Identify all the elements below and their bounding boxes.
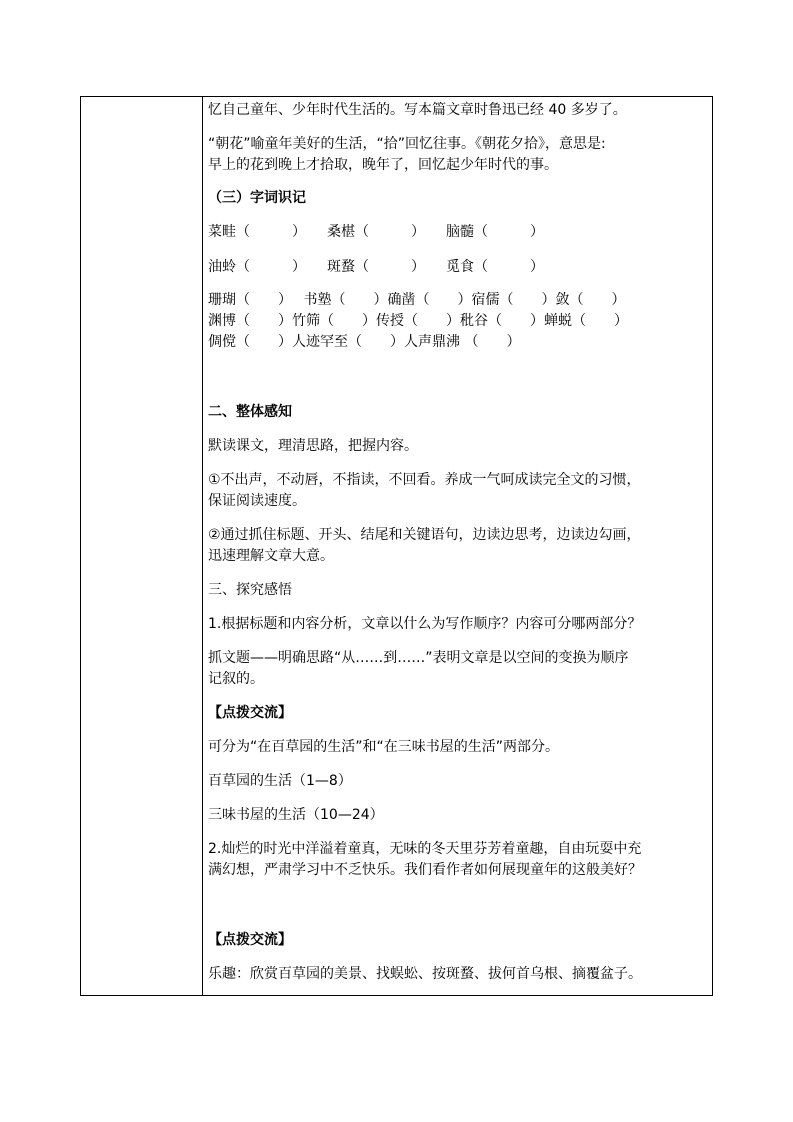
question-2-line2: 满幻想，严肃学习中不乏快乐。我们看作者如何展现童年的这般美好？ xyxy=(208,862,642,878)
tip-label-1: 【点拨交流】 xyxy=(208,705,292,721)
overall-point-1-line1: ①不出声，不动唇，不指读，不回看。养成一气呵成读完全文的习惯， xyxy=(208,472,641,488)
vocab-row-3: 珊瑚（ ） 书塾（ ）确凿（ ）宿儒（ ）敛（ ） xyxy=(208,292,626,308)
overall-point-2-line1: ②通过抓住标题、开头、结尾和关键语句，边读边思考，边读边勾画， xyxy=(208,527,641,543)
title-explanation-line2: 早上的花到晚上才拾取，晚年了，回忆起少年时代的事。 xyxy=(208,157,558,173)
explore-heading: 三、探究感悟 xyxy=(208,582,292,598)
question-1: 1.根据标题和内容分析，文章以什么为写作顺序？内容可分哪两部分？ xyxy=(208,616,642,632)
vocab-row-2: 油蛉（ ） 斑蝥（ ） 觅食（ ） xyxy=(208,259,544,275)
vocab-heading: （三）字词识记 xyxy=(208,190,306,206)
overall-intro: 默读课文，理清思路，把握内容。 xyxy=(208,438,418,454)
vocab-row-5: 倜傥（ ）人迹罕至（ ）人声鼎沸 （ ） xyxy=(208,334,521,350)
tip-1-text: 可分为“在百草园的生活”和“在三味书屋的生活”两部分。 xyxy=(208,739,560,755)
answer-1-line2: 记叙的。 xyxy=(208,671,264,687)
title-explanation-line1: “朝花”喻童年美好的生活，“拾”回忆往事。《朝花夕拾》，意思是: xyxy=(208,136,606,152)
part-2-text: 三味书屋的生活（10—24） xyxy=(208,807,384,823)
intro-tail-text: 忆自己童年、少年时代生活的。写本篇文章时鲁迅已经 40 多岁了。 xyxy=(208,102,627,118)
overall-point-1-line2: 保证阅读速度。 xyxy=(208,493,306,509)
vocab-row-4: 渊博（ ）竹筛（ ）传授（ ）秕谷（ ）蝉蜕（ ） xyxy=(208,313,628,329)
overall-heading: 二、整体感知 xyxy=(208,404,292,420)
tip-2-text: 乐趣：欣赏百草园的美景、找蜈蚣、按斑蝥、拔何首乌根、摘覆盆子。 xyxy=(208,966,642,982)
overall-point-2-line2: 迅速理解文章大意。 xyxy=(208,548,334,564)
answer-1-line1: 抓文题——明确思路“从……到……”表明文章是以空间的变换为顺序 xyxy=(208,650,629,666)
column-divider xyxy=(202,97,203,995)
part-1-text: 百草园的生活（1—8） xyxy=(208,773,352,789)
vocab-row-1: 菜畦（ ） 桑椹（ ） 脑髓（ ） xyxy=(208,224,544,240)
question-2-line1: 2.灿烂的时光中洋溢着童真，无味的冬天里芬芳着童趣，自由玩耍中充 xyxy=(208,841,642,857)
tip-label-2: 【点拨交流】 xyxy=(208,932,292,948)
lesson-table xyxy=(80,96,713,996)
